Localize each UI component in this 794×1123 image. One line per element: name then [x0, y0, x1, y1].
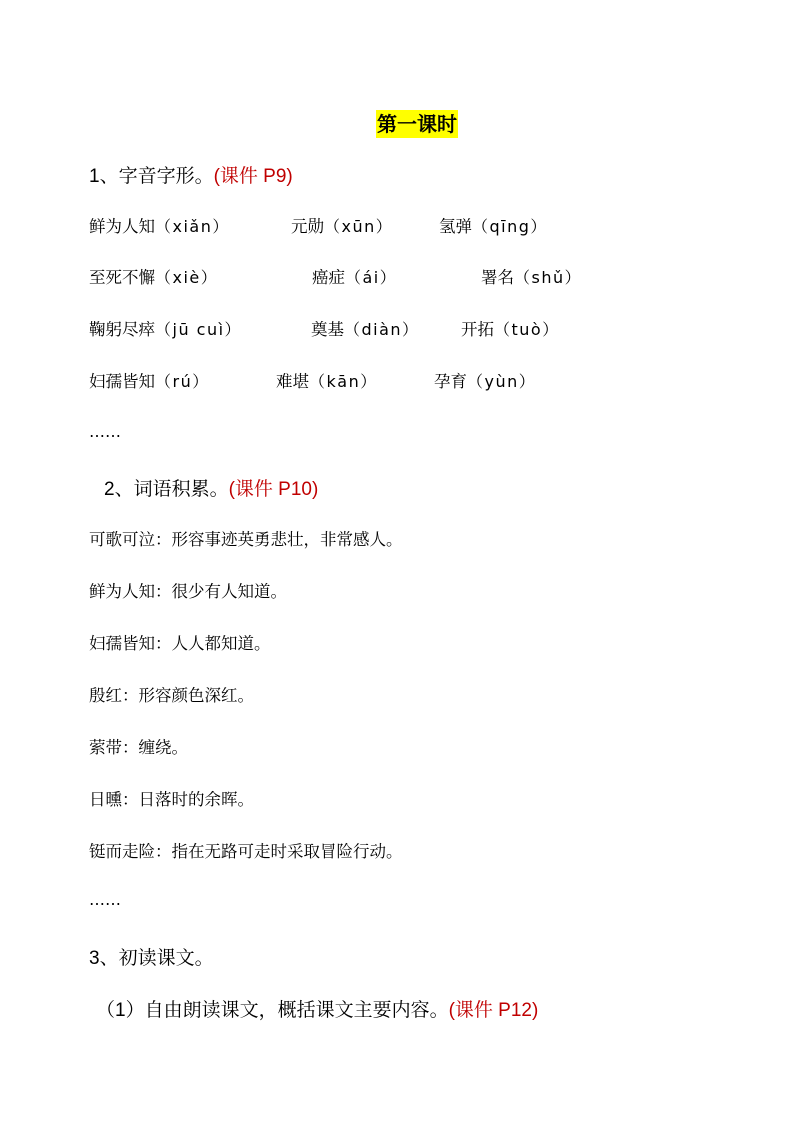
section-2-heading-text: 2、词语积累。	[104, 479, 229, 500]
section-2-ellipsis: ……	[89, 890, 121, 909]
vocab-item	[434, 370, 536, 394]
vocab-pinyin: （tuò）	[494, 320, 560, 339]
vocab-pinyin: （ái）	[345, 268, 398, 287]
vocab-pinyin: （rú）	[155, 372, 210, 391]
section-1-ellipsis: ……	[89, 422, 121, 441]
definition-item: 日曛：日落时的余晖。	[89, 790, 254, 809]
vocab-item	[89, 215, 230, 239]
vocab-pinyin: （shǔ）	[514, 268, 583, 287]
vocab-word: 元勋	[291, 217, 324, 236]
definition-item: 鲜为人知：很少有人知道。	[89, 582, 287, 601]
vocab-pinyin: （xiǎn）	[155, 217, 230, 236]
vocab-item	[461, 318, 560, 342]
definition-item: 萦带：缠绕。	[89, 738, 188, 757]
vocab-item	[89, 266, 218, 290]
definition-item: 铤而走险：指在无路可走时采取冒险行动。	[89, 842, 403, 861]
vocab-item	[89, 318, 242, 342]
definition-item: 妇孺皆知：人人都知道。	[89, 634, 271, 653]
section-2-heading	[104, 477, 318, 503]
vocab-pinyin: （xiè）	[155, 268, 219, 287]
section-3-heading: 3、初读课文。	[89, 948, 214, 969]
vocab-item	[276, 370, 378, 394]
vocab-word: 奠基	[311, 320, 344, 339]
section-3-courseware-ref: (课件 P12)	[448, 1000, 539, 1021]
section-3-subitem-1-text: （1）自由朗读课文，概括课文主要内容。	[96, 1000, 449, 1021]
vocab-word: 鲜为人知	[89, 217, 155, 236]
definition-item: 殷红：形容颜色深红。	[89, 686, 254, 705]
vocab-word: 开拓	[461, 320, 494, 339]
vocab-pinyin: （qīng）	[472, 217, 548, 236]
page-title: 第一课时	[377, 112, 457, 136]
vocab-pinyin: （jū cuì）	[155, 320, 243, 339]
section-2-courseware-ref: (课件 P10)	[228, 479, 319, 500]
section-1-heading-text: 1、字音字形。	[89, 166, 214, 187]
section-1-courseware-ref: (课件 P9)	[213, 166, 293, 187]
vocab-word: 妇孺皆知	[89, 372, 155, 391]
definition-item: 可歌可泣：形容事迹英勇悲壮，非常感人。	[89, 530, 403, 549]
vocab-item	[89, 370, 210, 394]
vocab-item	[311, 318, 420, 342]
section-3-subitem-1	[96, 998, 538, 1024]
vocab-pinyin: （xūn）	[324, 217, 394, 236]
vocab-word: 至死不懈	[89, 268, 155, 287]
vocab-item	[291, 215, 393, 239]
vocab-word: 难堪	[276, 372, 309, 391]
vocab-word: 署名	[481, 268, 514, 287]
vocab-pinyin: （diàn）	[344, 320, 420, 339]
vocab-word: 癌症	[312, 268, 345, 287]
vocab-word: 氢弹	[439, 217, 472, 236]
vocab-pinyin: （yùn）	[467, 372, 537, 391]
vocab-word: 鞠躬尽瘁	[89, 320, 155, 339]
vocab-item	[312, 266, 397, 290]
vocab-pinyin: （kān）	[309, 372, 378, 391]
vocab-item	[439, 215, 548, 239]
vocab-item	[481, 266, 582, 290]
vocab-word: 孕育	[434, 372, 467, 391]
section-1-heading	[89, 164, 293, 190]
